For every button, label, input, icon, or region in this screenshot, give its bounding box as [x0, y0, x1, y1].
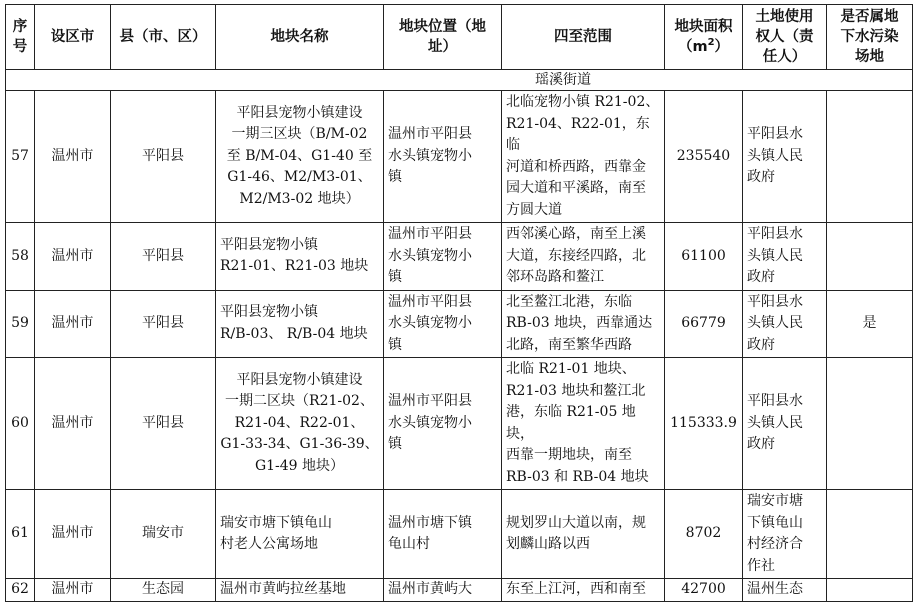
cell-location: 温州市平阳县 水头镇宠物小 镇	[384, 91, 502, 223]
cell-seq: 59	[6, 290, 35, 358]
cell-groundwater	[827, 579, 913, 602]
cell-county: 生态园	[111, 579, 216, 602]
table-row	[6, 223, 913, 291]
cell-seq: 62	[6, 579, 35, 602]
cell-city: 温州市	[35, 223, 111, 291]
cell-area: 42700	[665, 579, 743, 602]
table-row	[6, 91, 913, 223]
cell-owner: 瑞安市塘 下镇龟山 村经济合 作社	[743, 490, 827, 579]
cell-seq: 57	[6, 91, 35, 223]
cell-area: 235540	[665, 91, 743, 223]
header-city: 设区市	[35, 5, 111, 70]
cell-owner: 平阳县水 头镇人民 政府	[743, 223, 827, 291]
header-owner: 土地使用 权人（责 任人）	[743, 5, 827, 70]
cell-owner: 平阳县水 头镇人民 政府	[743, 91, 827, 223]
header-name: 地块名称	[216, 5, 384, 70]
table-row	[6, 358, 913, 490]
header-area-sup: 2	[707, 37, 715, 49]
cell-boundary: 西邻溪心路，南至上溪 大道，东接经四路，北 邻环岛路和鳌江	[502, 223, 665, 291]
cell-city: 温州市	[35, 91, 111, 223]
cell-name: 平阳县宠物小镇 R21-01、R21-03 地块	[216, 223, 384, 291]
cell-name: 平阳县宠物小镇建设 一期三区块（B/M-02 至 B/M-04、G1-40 至 G1-46、M2/M3-01、 M2/M3-02 地块）	[216, 91, 384, 223]
cell-area: 8702	[665, 490, 743, 579]
cell-boundary: 北至鳌江北港，东临 RB-03 地块，西靠通达 北路，南至繁华西路	[502, 290, 665, 358]
cell-boundary: 东至上江河，西和南至	[502, 579, 665, 602]
cell-seq: 58	[6, 223, 35, 291]
cell-location: 温州市黄屿大	[384, 579, 502, 602]
contaminated-sites-table	[5, 4, 913, 602]
table-row	[6, 490, 913, 579]
cell-county: 平阳县	[111, 358, 216, 490]
cell-owner: 平阳县水 头镇人民 政府	[743, 290, 827, 358]
cell-county: 平阳县	[111, 290, 216, 358]
table-row	[6, 290, 913, 358]
cell-owner: 平阳县水 头镇人民 政府	[743, 358, 827, 490]
header-boundary: 四至范围	[502, 5, 665, 70]
cell-name: 温州市黄屿拉丝基地	[216, 579, 384, 602]
cell-name: 平阳县宠物小镇建设 一期二区块（R21-02、 R21-04、R22-01、 G1-33-34、G1-36-39、 G1-49 地块）	[216, 358, 384, 490]
table-row	[6, 579, 913, 602]
cell-boundary: 北临 R21-01 地块、 R21-03 地块和鳌江北 港，东临 R21-05 地块， 西靠一期地块，南至 RB-03 和 RB-04 地块	[502, 358, 665, 490]
header-area	[665, 5, 743, 70]
header-area-close: ）	[714, 39, 730, 55]
subheader-spacer-right	[743, 70, 913, 91]
subheader-street: 瑶溪街道	[384, 70, 743, 91]
cell-groundwater: 是	[827, 290, 913, 358]
cell-name: 瑞安市塘下镇龟山 村老人公寓场地	[216, 490, 384, 579]
cell-county: 平阳县	[111, 91, 216, 223]
cell-area: 61100	[665, 223, 743, 291]
header-area-main: 地块面积	[674, 19, 733, 35]
cell-boundary: 规划罗山大道以南，规 划麟山路以西	[502, 490, 665, 579]
header-row	[6, 5, 913, 70]
subheader-row	[6, 70, 913, 91]
cell-name: 平阳县宠物小镇 R/B-03、 R/B-04 地块	[216, 290, 384, 358]
cell-county: 平阳县	[111, 223, 216, 291]
cell-groundwater	[827, 358, 913, 490]
cell-groundwater	[827, 490, 913, 579]
cell-seq: 61	[6, 490, 35, 579]
cell-city: 温州市	[35, 490, 111, 579]
header-location: 地块位置（地 址）	[384, 5, 502, 70]
cell-city: 温州市	[35, 358, 111, 490]
cell-city: 温州市	[35, 579, 111, 602]
cell-county: 瑞安市	[111, 490, 216, 579]
header-county: 县（市、区）	[111, 5, 216, 70]
cell-owner: 温州生态	[743, 579, 827, 602]
header-seq: 序 号	[6, 5, 35, 70]
cell-area: 66779	[665, 290, 743, 358]
cell-location: 温州市塘下镇 龟山村	[384, 490, 502, 579]
cell-groundwater	[827, 91, 913, 223]
cell-location: 温州市平阳县 水头镇宠物小 镇	[384, 290, 502, 358]
header-groundwater: 是否属地 下水污染 场地	[827, 5, 913, 70]
subheader-spacer	[6, 70, 384, 91]
cell-location: 温州市平阳县 水头镇宠物小 镇	[384, 358, 502, 490]
cell-seq: 60	[6, 358, 35, 490]
cell-groundwater	[827, 223, 913, 291]
cell-city: 温州市	[35, 290, 111, 358]
cell-boundary: 北临宠物小镇 R21-02、 R21-04、R22-01，东临 河道和桥西路，西靠金 园大道和平溪路，南至 方圆大道	[502, 91, 665, 223]
cell-location: 温州市平阳县 水头镇宠物小 镇	[384, 223, 502, 291]
cell-area: 115333.9	[665, 358, 743, 490]
header-area-unit: （m	[677, 39, 708, 55]
